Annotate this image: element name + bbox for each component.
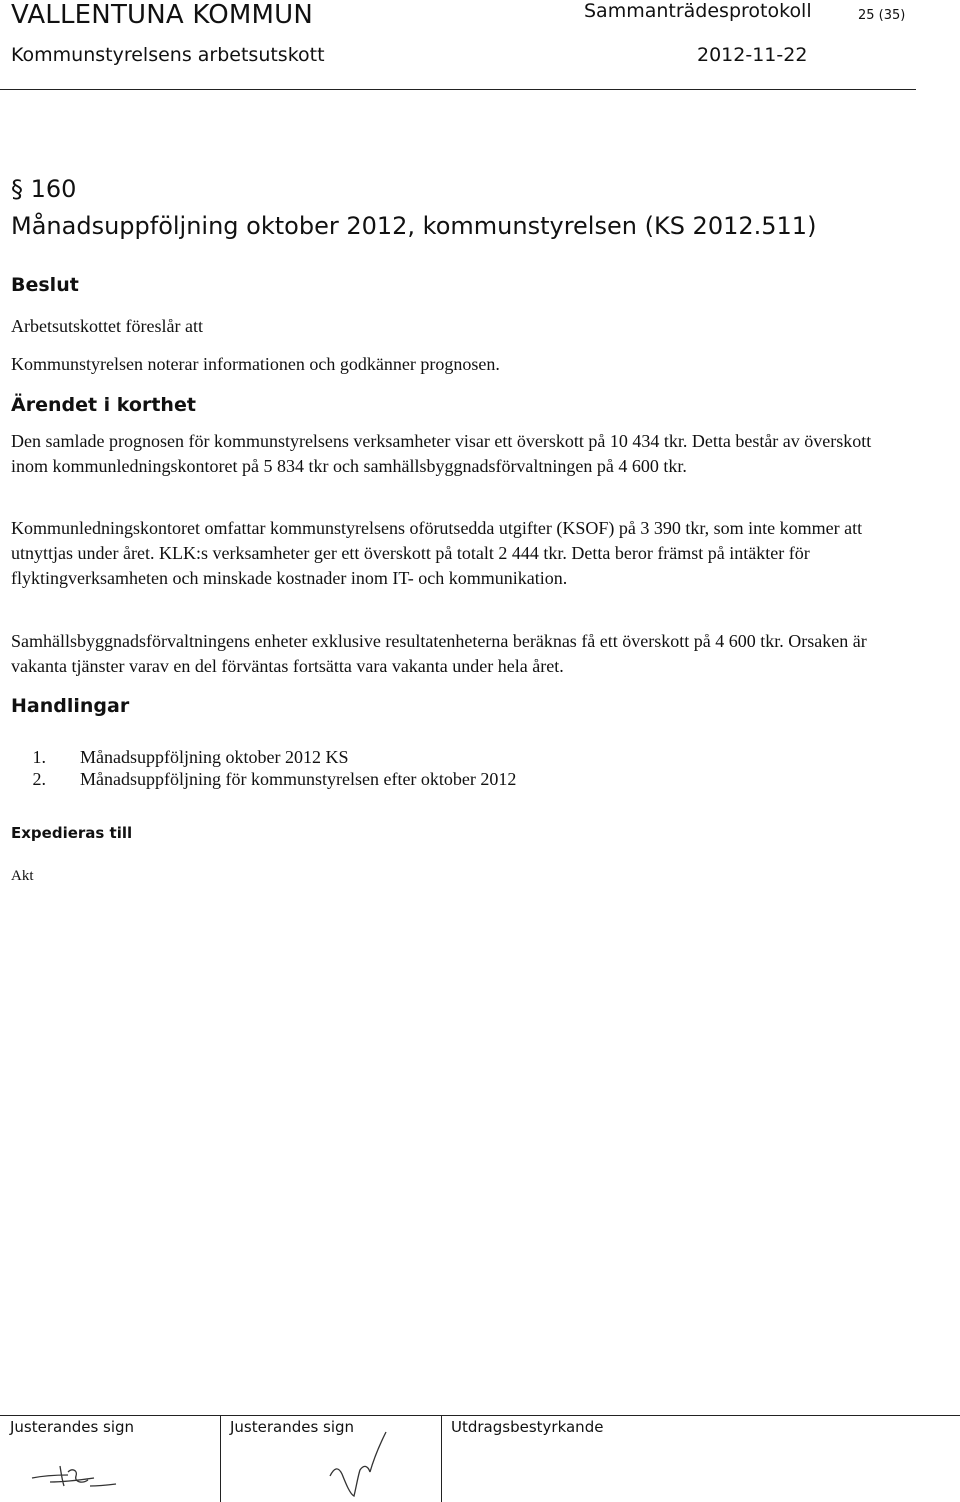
list-item-number: 2. — [32, 769, 46, 789]
handwritten-signature — [28, 1456, 118, 1490]
distribution-heading: Expedieras till — [11, 824, 133, 842]
meeting-date: 2012-11-22 — [697, 44, 808, 66]
documents-list — [11, 746, 516, 790]
section-title: Månadsuppföljning oktober 2012, kommunstyrelsen (KS 2012.511) — [11, 212, 817, 240]
signature-cell — [220, 1416, 442, 1502]
decision-heading: Beslut — [11, 274, 79, 296]
decision-text: Kommunstyrelsen noterar informationen och godkänner prognosen. — [11, 354, 500, 374]
list-item-text: Månadsuppföljning för kommunstyrelsen efter oktober 2012 — [80, 769, 517, 789]
decision-intro: Arbetsutskottet föreslår att — [11, 316, 203, 336]
paragraph-number: § 160 — [11, 175, 77, 203]
signature-table — [0, 1415, 960, 1502]
organization-name: VALLENTUNA KOMMUN — [11, 0, 314, 30]
summary-paragraph: Kommunledningskontoret omfattar kommunstyrelsens oförutsedda utgifter (KSOF) på 3 390 tkr, som inte kommer att utnyttjas under året. KLK:s verksamheter ger ett överskott på totalt 2 444 tkr. Detta beror främst på intäkter för flyktingverksamheten och minskade kostnader inom IT- och kommunikation. — [11, 518, 863, 588]
signature-label: Justerandes sign — [230, 1418, 355, 1436]
signature-label: Utdragsbestyrkande — [451, 1418, 604, 1436]
summary-heading: Ärendet i korthet — [11, 394, 196, 416]
handwritten-signature — [320, 1428, 390, 1500]
signature-label: Justerandes sign — [10, 1418, 135, 1436]
document-type: Sammanträdesprotokoll — [584, 0, 812, 22]
header-divider — [0, 89, 916, 90]
committee-name: Kommunstyrelsens arbetsutskott — [11, 44, 325, 66]
list-item — [11, 746, 516, 768]
documents-heading: Handlingar — [11, 695, 130, 717]
signature-cell — [441, 1416, 960, 1502]
summary-paragraph: Samhällsbyggnadsförvaltningens enheter exklusive resultatenheterna beräknas få ett överskott på 4 600 tkr. Orsaken är vakanta tjänster varav en del förväntas fortsätta vara vakanta under hela året. — [11, 631, 867, 676]
list-item — [11, 768, 516, 790]
page-number: 25 (35) — [858, 8, 906, 23]
summary-paragraph: Den samlade prognosen för kommunstyrelsens verksamheter visar ett överskott på 10 434 tkr. Detta består av överskott inom kommunledningskontoret på 5 834 tkr och samhällsbyggnadsförvaltningen på 4 600 tkr. — [11, 431, 872, 476]
distribution-recipient: Akt — [11, 868, 34, 884]
signature-cell — [0, 1416, 221, 1502]
list-item-text: Månadsuppföljning oktober 2012 KS — [80, 747, 349, 767]
list-item-number: 1. — [32, 747, 46, 767]
